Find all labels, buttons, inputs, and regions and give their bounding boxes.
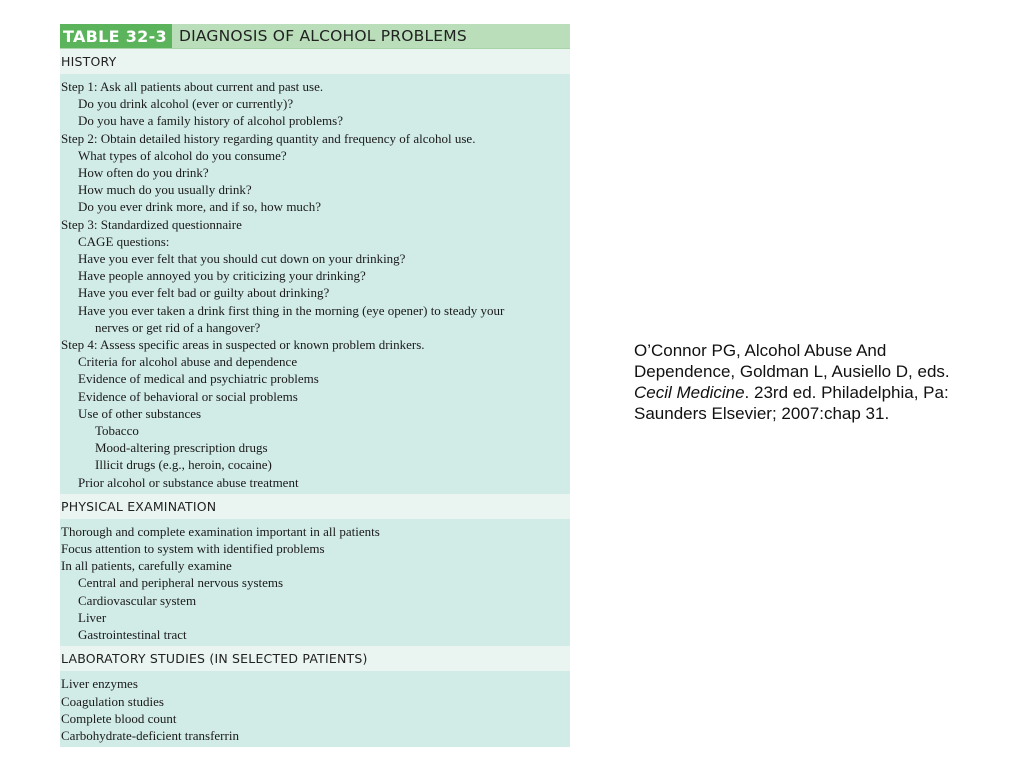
table-line: Use of other substances bbox=[78, 405, 202, 421]
table-line: Step 3: Standardized questionnaire bbox=[61, 216, 242, 232]
table-line: Have you ever taken a drink first thing in the morning (eye opener) to steady your bbox=[78, 302, 505, 318]
table-line: Step 2: Obtain detailed history regarding quantity and frequency of alcohol use. bbox=[61, 130, 476, 146]
table-line: Illicit drugs (e.g., heroin, cocaine) bbox=[95, 457, 272, 473]
table-line: Coagulation studies bbox=[61, 693, 164, 709]
table-title-bar bbox=[60, 24, 570, 49]
section-body-physical-examination bbox=[60, 519, 570, 646]
table-line: Complete blood count bbox=[61, 710, 177, 726]
table-line: Evidence of medical and psychiatric problems bbox=[78, 371, 319, 387]
table-line: Evidence of behavioral or social problems bbox=[78, 388, 298, 404]
citation bbox=[634, 340, 1024, 424]
citation-book-title: Cecil Medicine bbox=[634, 383, 745, 402]
citation-line-1: O’Connor PG, Alcohol Abuse And bbox=[634, 341, 887, 360]
table-line: What types of alcohol do you consume? bbox=[78, 147, 287, 163]
table-line: Have people annoyed you by criticizing your drinking? bbox=[78, 268, 366, 284]
table-line: Have you ever felt bad or guilty about drinking? bbox=[78, 285, 330, 301]
table-line: Step 1: Ask all patients about current and past use. bbox=[61, 79, 324, 94]
table-line: Mood-altering prescription drugs bbox=[95, 440, 268, 456]
table-line: How much do you usually drink? bbox=[78, 182, 252, 198]
table-line: Tobacco bbox=[95, 423, 139, 439]
citation-line-3 bbox=[634, 382, 1024, 403]
table-line: Liver bbox=[78, 609, 107, 625]
table-sections bbox=[60, 49, 570, 747]
table-line: Criteria for alcohol abuse and dependence bbox=[78, 354, 298, 370]
section-heading-history: HISTORY bbox=[60, 49, 570, 74]
table-line: Thorough and complete examination important in all patients bbox=[61, 523, 380, 539]
table-line: Focus attention to system with identified problems bbox=[61, 541, 325, 557]
citation-line-2: Dependence, Goldman L, Ausiello D, eds. bbox=[634, 362, 950, 381]
table-line: Carbohydrate-deficient transferrin bbox=[61, 727, 239, 743]
table-line: Have you ever felt that you should cut down on your drinking? bbox=[78, 251, 406, 267]
table-line: Gastrointestinal tract bbox=[78, 627, 187, 643]
table-line: Do you have a family history of alcohol problems? bbox=[78, 113, 343, 129]
section-heading-laboratory-studies: LABORATORY STUDIES (IN SELECTED PATIENTS) bbox=[60, 646, 570, 671]
section-heading-physical-examination: PHYSICAL EXAMINATION bbox=[60, 494, 570, 519]
section-body-history bbox=[60, 74, 570, 494]
table-line: Cardiovascular system bbox=[78, 592, 197, 608]
table-line: Do you drink alcohol (ever or currently)? bbox=[78, 96, 294, 112]
diagnosis-table bbox=[60, 24, 570, 747]
citation-line-4: Saunders Elsevier; 2007:chap 31. bbox=[634, 404, 890, 423]
table-line: nerves or get rid of a hangover? bbox=[95, 319, 261, 335]
table-line: Do you ever drink more, and if so, how much? bbox=[78, 199, 321, 215]
section-body-laboratory-studies bbox=[60, 671, 570, 747]
table-line: How often do you drink? bbox=[78, 165, 209, 181]
table-line: Liver enzymes bbox=[61, 676, 138, 692]
citation-edition: . 23rd ed. Philadelphia, Pa: bbox=[744, 383, 949, 402]
table-line: In all patients, carefully examine bbox=[61, 558, 232, 574]
table-line: Central and peripheral nervous systems bbox=[78, 575, 284, 591]
table-line: Prior alcohol or substance abuse treatment bbox=[78, 474, 299, 490]
table-number: TABLE 32-3 bbox=[60, 24, 172, 48]
table-title: DIAGNOSIS OF ALCOHOL PROBLEMS bbox=[178, 27, 467, 45]
table-line: CAGE questions: bbox=[78, 233, 170, 249]
table-line: Step 4: Assess specific areas in suspected or known problem drinkers. bbox=[61, 337, 425, 353]
